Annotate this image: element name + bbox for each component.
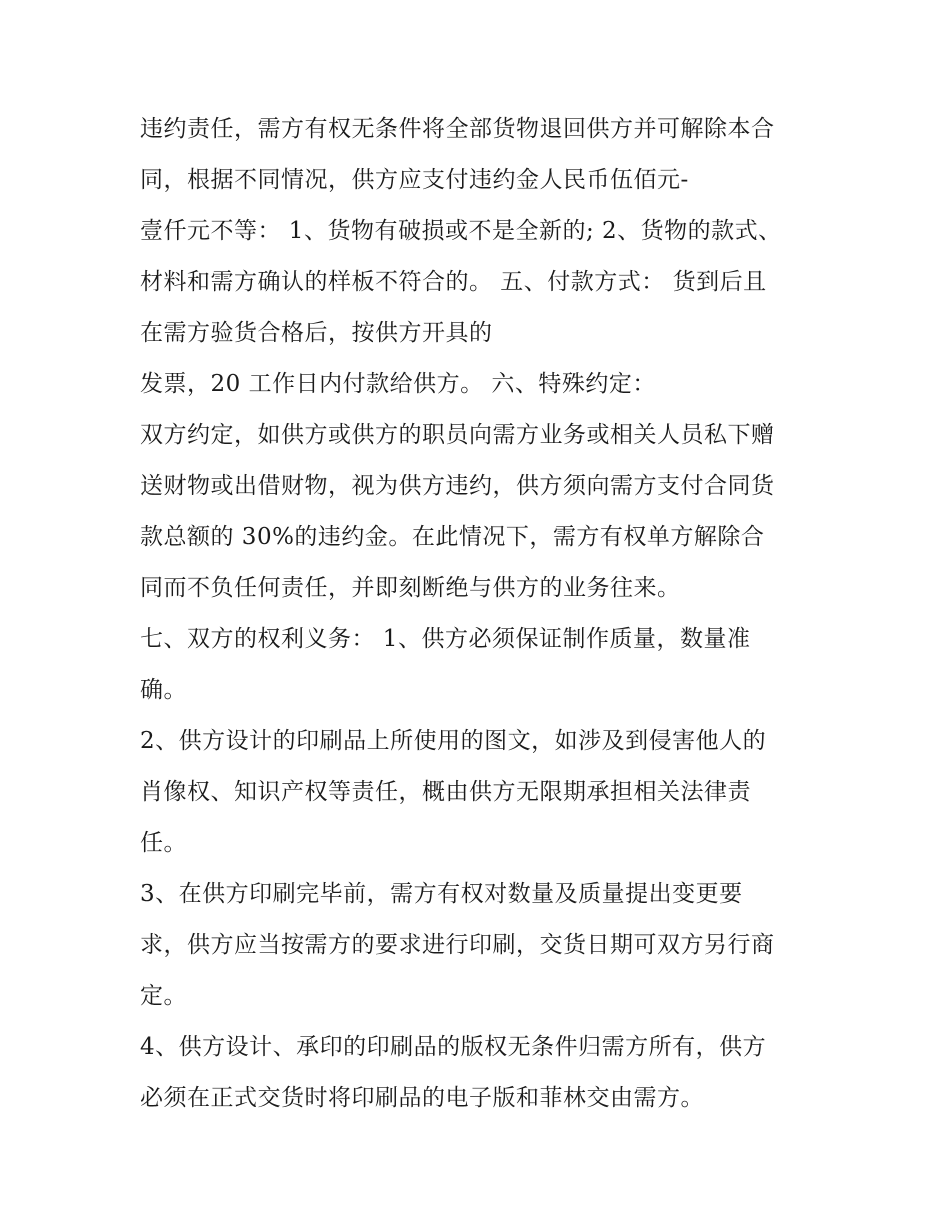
text-line: 2、供方设计的印刷品上所使用的图文，如涉及到侵害他人的 (140, 728, 767, 754)
text-line: 肖像权、知识产权等责任，概由供方无限期承担相关法律责 (140, 779, 751, 805)
text-line: 必须在正式交货时将印刷品的电子版和菲林交由需方。 (140, 1085, 704, 1111)
text-line: 任。 (140, 830, 187, 856)
text-line: 七、双方的权利义务： 1、供方必须保证制作质量，数量准 (140, 626, 751, 652)
text-line: 确。 (140, 677, 187, 703)
text-line: 定。 (140, 983, 187, 1009)
text-line: 4、供方设计、承印的印刷品的版权无条件归需方所有，供方 (140, 1034, 767, 1060)
text-line: 在需方验货合格后，按供方开具的 (140, 320, 493, 346)
text-line: 壹仟元不等： 1、货物有破损或不是全新的; 2、货物的款式、 (140, 218, 782, 244)
text-line: 违约责任，需方有权无条件将全部货物退回供方并可解除本合 (140, 116, 775, 142)
text-line: 同而不负任何责任，并即刻断绝与供方的业务往来。 (140, 575, 681, 601)
text-line: 同，根据不同情况，供方应支付违约金人民币伍佰元- (140, 167, 689, 193)
text-line: 求，供方应当按需方的要求进行印刷，交货日期可双方另行商 (140, 932, 775, 958)
text-line: 材料和需方确认的样板不符合的。 五、付款方式： 货到后且 (140, 269, 767, 295)
text-line: 3、在供方印刷完毕前，需方有权对数量及质量提出变更要 (140, 881, 743, 907)
document-body (140, 104, 830, 1124)
text-line: 款总额的 30%的违约金。在此情况下，需方有权单方解除合 (140, 524, 765, 550)
text-line: 双方约定，如供方或供方的职员向需方业务或相关人员私下赠 (140, 422, 775, 448)
text-line: 送财物或出借财物，视为供方违约，供方须向需方支付合同货 (140, 473, 775, 499)
text-line: 发票，20 工作日内付款给供方。 六、特殊约定： (140, 371, 656, 397)
